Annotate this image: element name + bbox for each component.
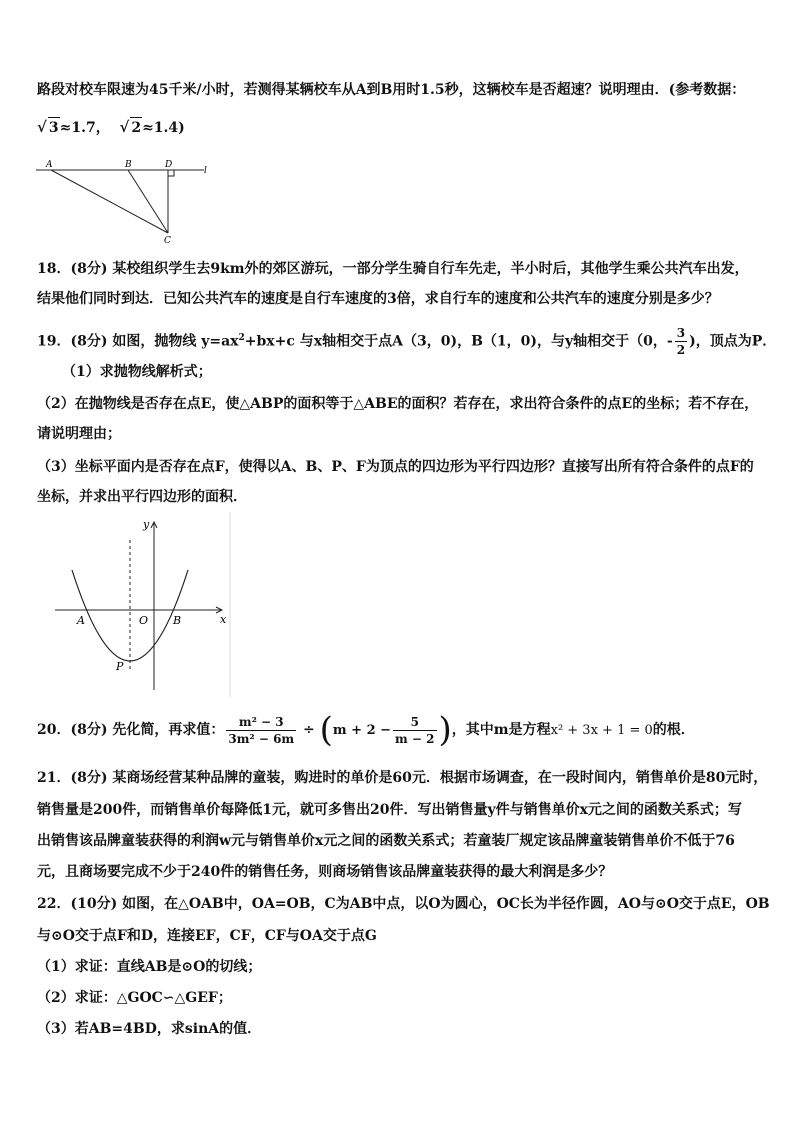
q20-f1-num: m² − 3 [226, 714, 296, 731]
q22-sub1: （1）求证：直线AB是⊙O的切线； [37, 959, 262, 975]
q19-text-part2: +bx+c 与x轴相交于点A（3，0)，B（1，0)，与y轴相交于（0，- [244, 333, 673, 350]
q20-fraction1 [226, 714, 296, 747]
q19-sub2-line1: （2）在抛物线是否存在点E，使△ABP的面积等于△ABE的面积？若存在，求出符合条件的点E的坐标；若不存在， [37, 396, 759, 412]
q20-mid: m + 2 − [332, 723, 392, 738]
q18-text-line1: 18．(8分) 某校组织学生去9km外的郊区游玩，一部分学生骑自行车先走，半小时后，其他学生乘公共汽车出发， [37, 261, 749, 277]
q19-sub3-line1: （3）坐标平面内是否存在点F，使得以A、B、P、F为顶点的四边形为平行四边形？直接写出所有符合条件的点F的 [37, 459, 754, 475]
q19-fraction [675, 325, 687, 358]
q20-end: 的根． [652, 722, 695, 738]
sqrt2-approx: ≈1.4) [142, 120, 185, 136]
q21-text-line1: 21．(8分) 某商场经营某种品牌的童装，购进时的单价是60元．根据市场调查，在一段时间内，销售单价是80元时， [37, 770, 768, 786]
q18-text-line2: 结果他们同时到达．已知公共汽车的速度是自行车速度的3倍，求自行车的速度和公共汽车的速度分别是多少？ [37, 291, 719, 307]
sqrt3-approx: ≈1.7， [59, 120, 110, 136]
q20-f2-den: m − 2 [395, 731, 435, 746]
q19-frac-den: 2 [676, 343, 686, 357]
q19-label-P: P [116, 660, 124, 673]
q20-equation: x² + 3x + 1 = 0 [550, 723, 653, 738]
q17-text-line1: 路段对校车限速为45千米/小时，若测得某辆校车从A到B用时1.5秒，这辆校车是否超速？说明理由．(参考数据： [37, 82, 746, 98]
q17-label-C: C [164, 236, 171, 245]
left-paren-icon: ( [319, 710, 333, 750]
q21-text-line3: 出销售该品牌童装获得的利润w元与销售单价x元之间的函数关系式；若童装厂规定该品牌童装销售单价不低于76 [37, 833, 735, 849]
q19-label-x: x [220, 613, 227, 626]
q19-label-O: O [139, 614, 149, 627]
q22-sub2: （2）求证：△GOC∽△GEF； [37, 990, 232, 1006]
q20-suffix: ，其中m是方程 [451, 722, 551, 738]
q19-sub1: （1）求抛物线解析式； [62, 364, 212, 380]
q19-text-part3: )，顶点为P． [689, 333, 777, 350]
q21-text-line4: 元，且商场要完成不少于240件的销售任务，则商场销售该品牌童装获得的最大利润是多少？ [37, 864, 613, 880]
q19-label-y: y [143, 518, 150, 531]
q20-f1-den: 3m² − 6m [228, 731, 295, 746]
q20-fraction2 [393, 714, 436, 747]
q20-text [37, 710, 695, 751]
q19-label-B: B [173, 614, 182, 627]
q17-reference-data [37, 117, 185, 138]
q20-divide: ÷ [303, 722, 315, 738]
q22-text-line1: 22．(10分) 如图，在△OAB中，OA=OB，C为AB中点，以O为圆心，OC长为半径作圆，AO与⊙O交于点E，OB [37, 896, 770, 912]
q19-sub3-line2: 坐标，并求出平行四边形的面积． [37, 489, 247, 505]
sqrt-symbol-icon: √ [119, 118, 130, 136]
q19-figure [50, 512, 235, 697]
sqrt2-radicand: 2 [130, 117, 142, 138]
sqrt3-radicand: 3 [48, 117, 60, 138]
q17-label-A: A [46, 160, 53, 170]
q17-label-D: D [165, 160, 173, 170]
q17-figure [36, 155, 221, 245]
q19-frac-num: 3 [676, 326, 686, 340]
q22-text-line2: 与⊙O交于点F和D，连接EF，CF，CF与OA交于点G [37, 928, 377, 944]
q19-sub2-line2: 请说明理由； [37, 426, 121, 442]
right-paren-icon: ) [438, 710, 452, 750]
q19-label-A: A [77, 614, 85, 627]
q19-text-part1: 19．(8分) 如图，抛物线 y=ax [37, 333, 239, 350]
q17-label-B: B [125, 160, 132, 170]
q20-f2-num: 5 [393, 714, 436, 731]
q19-text-line1 [37, 325, 776, 358]
q21-text-line2: 销售量是200件，而销售单价每降低1元，就可多售出20件．写出销售量y件与销售单价x元之间的函数关系式；写 [37, 802, 742, 818]
sqrt-symbol-icon: √ [37, 118, 47, 136]
q17-label-l: l [204, 166, 207, 176]
q22-sub3: （3）若AB=4BD，求sinA的值． [37, 1021, 262, 1037]
q20-prefix: 20．(8分) 先化简，再求值： [37, 722, 225, 738]
q19-exponent: 2 [238, 332, 245, 343]
